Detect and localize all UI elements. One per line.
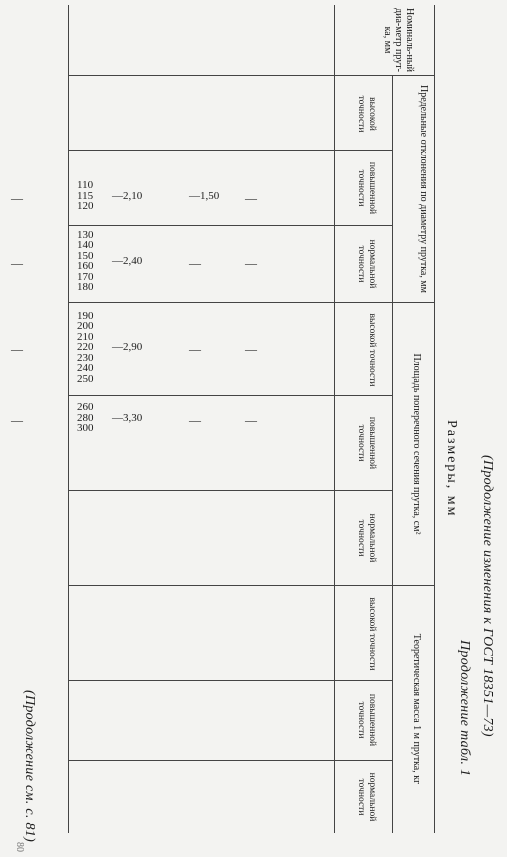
diameter-value: 220 — [77, 341, 94, 353]
diameter-value: 300 — [77, 422, 94, 434]
dev-high-value: — — [245, 412, 257, 427]
footer-continued: (Продолжение см. с. 81) — [22, 690, 37, 843]
area-high-value: — — [11, 342, 23, 357]
dev-normal-value: —2,90 — [112, 341, 143, 354]
sub-dev-normal: нормальной точности — [356, 239, 377, 289]
header-group-area: Площадь поперечного сечения прутка, см² — [411, 353, 422, 535]
sub-mass-increased: повышенной точности — [356, 693, 377, 747]
vrule-1 — [69, 75, 435, 76]
diameter-value: 190 — [77, 309, 94, 322]
vrule-sub-2 — [69, 225, 393, 226]
diameter-value: 120 — [77, 200, 94, 212]
diameter-value: 280 — [77, 411, 94, 424]
dev-normal-value: —3,30 — [112, 411, 143, 424]
area-high-value: — — [11, 256, 23, 270]
sub-area-increased: повышенной точности — [356, 416, 377, 470]
page-number: 80 — [14, 842, 25, 852]
table-top-rule — [434, 5, 435, 833]
running-head: (Продолжение изменения к ГОСТ 18351—73) — [480, 455, 495, 737]
dev-increased-value: —1,50 — [189, 189, 220, 202]
area-high-value: — — [11, 190, 23, 205]
sub-mass-high: высокой точности — [367, 597, 377, 671]
sub-area-normal: нормальной точности — [356, 513, 377, 563]
diameter-value: 140 — [77, 239, 94, 251]
header-group-rule — [392, 75, 393, 833]
diameter-value: 200 — [77, 320, 94, 332]
dev-increased-value: — — [189, 256, 201, 270]
diameter-value: 170 — [77, 270, 94, 283]
header-group-deviation: Предельные отклонения по диаметру прутка, мм — [418, 84, 429, 294]
vrule-sub-3 — [69, 395, 393, 396]
dev-high-value: — — [245, 342, 257, 357]
table-bottom-rule — [68, 5, 69, 833]
diameter-value: 230 — [77, 351, 94, 364]
diameter-value: 115 — [77, 189, 94, 202]
vrule-3 — [69, 585, 435, 586]
header-nominal-diameter: Номиналь-ный диа-метр прут-ка, мм — [382, 8, 415, 72]
diameter-value: 130 — [77, 228, 94, 241]
diameter-value: 160 — [77, 260, 94, 272]
diameter-value: 180 — [77, 281, 94, 293]
diameter-value: 250 — [77, 372, 94, 385]
dev-normal-value: —2,10 — [112, 189, 143, 202]
vrule-2 — [69, 302, 435, 303]
header-group-mass: Теоретическая масса 1 м прутка, кг — [411, 633, 422, 785]
diameter-value: 240 — [77, 362, 94, 374]
dev-normal-value: —2,40 — [112, 255, 143, 267]
diameter-value: 150 — [77, 249, 94, 262]
dev-increased-value: — — [189, 412, 201, 427]
dev-increased-value: — — [189, 342, 201, 357]
sub-mass-normal: нормальной точности — [356, 772, 377, 822]
area-high-value: — — [11, 412, 23, 427]
sub-dev-high: высокой точности — [356, 95, 377, 133]
continuation-label: Продолжение табл. 1 — [457, 640, 472, 777]
dev-high-value: — — [245, 256, 257, 270]
vrule-sub-6 — [69, 760, 393, 761]
sub-area-high: высокой точности — [367, 313, 377, 387]
header-bottom-rule — [334, 5, 335, 833]
sub-dev-increased: повышенной точности — [356, 161, 377, 215]
vrule-sub-5 — [69, 680, 393, 681]
vrule-sub-4 — [69, 490, 393, 491]
diameter-value: 110 — [77, 179, 94, 191]
diameter-value: 260 — [77, 401, 94, 413]
caption-units: Размеры, мм — [444, 420, 459, 518]
diameter-value: 210 — [77, 330, 94, 343]
dev-high-value: — — [245, 190, 257, 205]
vrule-sub-1 — [69, 150, 393, 151]
